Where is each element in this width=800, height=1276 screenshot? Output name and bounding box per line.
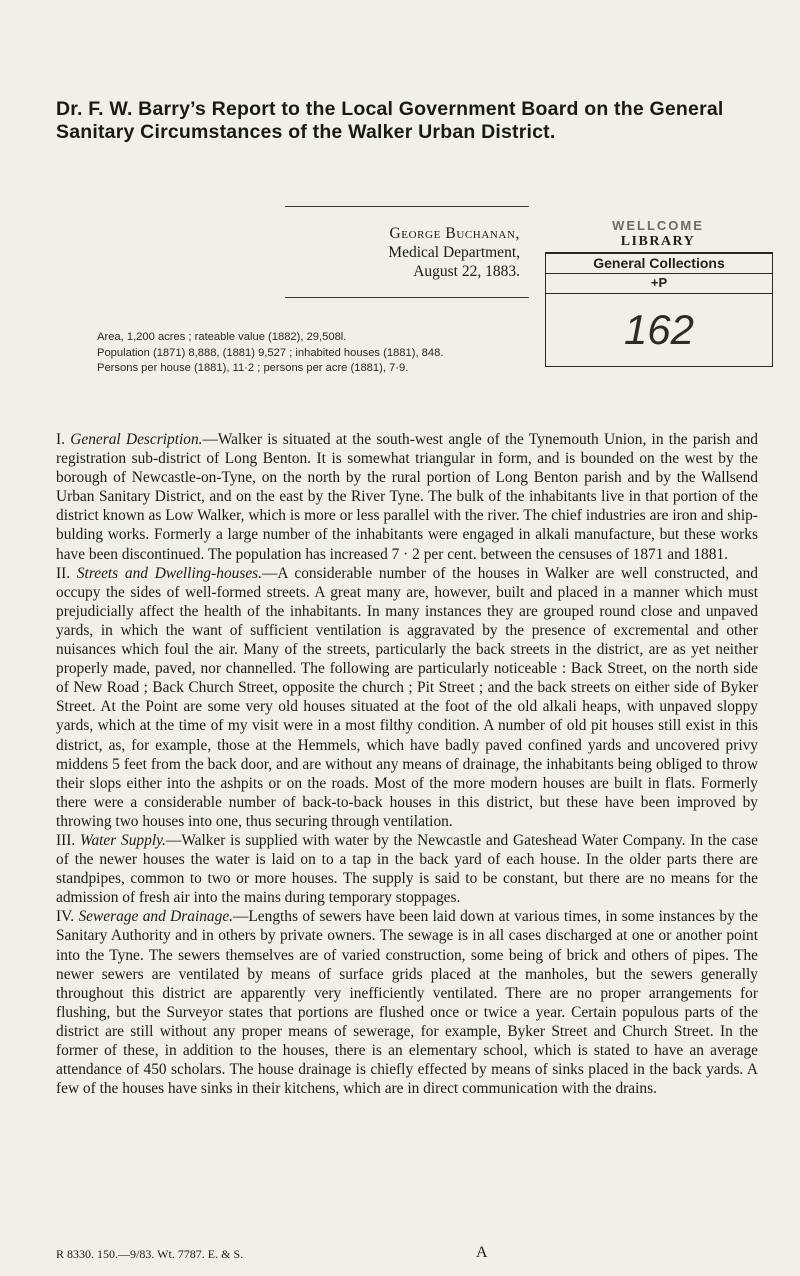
section-paragraph (56, 831, 758, 907)
section-number: IV. (56, 908, 75, 926)
stamp-divider-2 (546, 293, 772, 294)
stamp-number: 162 (623, 306, 695, 353)
divider-bottom (285, 297, 529, 298)
section-number: I. (56, 431, 65, 448)
section-heading: Water Supply. (80, 831, 166, 849)
divider-top (285, 206, 529, 207)
signature-block (300, 224, 520, 281)
section-text: —Walker is situated at the south-west angle of the Tynemouth Union, in the parish and registration sub-district of Long Benton. It is somewhat triangular in form, and is bounded on the west by the borough of Newcastle-on-Tyne, on the north by the rural portion of Long Benton parish and by the Wallsend Urban Sanitary District, and on the east by the River Tyne. The bulk of the inhabitants live in that portion of the district known as Low Walker, which is more or less parallel with the river. The chief industries are iron and ship-bulding works. Formerly a large number of the inhabitants were engaged in alkali manufacture, but these works have been discontinued. The population has increased 7 · 2 per cent. between the censuses of 1871 and 1881. (56, 431, 758, 563)
section-number: II. (56, 564, 71, 582)
report-body (56, 430, 758, 1098)
section-text: —Walker is supplied with water by the Newcastle and Gateshead Water Company. In the case of the newer houses the water is laid on to a tap in the back yard of each house. In the older parts there are standpipes, common to two or more houses. The supply is said to be constant, but there are no means for the admission of fresh air into the mains during temporary stoppages. (56, 831, 758, 907)
section-paragraph (56, 907, 758, 1098)
signature-date: August 22, 1883. (413, 263, 520, 280)
section-heading: Sewerage and Drainage. (78, 908, 233, 926)
section-paragraph (56, 430, 758, 564)
stamp-box (545, 252, 773, 367)
stamp-divider-1 (546, 273, 772, 274)
signatory-name: George Buchanan, (389, 225, 520, 242)
stats-line-persons: Persons per house (1881), 11·2 ; persons per acre (1881), 7·9. (97, 362, 409, 374)
section-paragraph (56, 564, 758, 831)
report-title: Dr. F. W. Barry’s Report to the Local Government Board on the General Sanitary Circumstances of the Walker Urban District. (56, 98, 724, 143)
stamp-library: LIBRARY (620, 234, 696, 249)
stamp-collection: General Collections (593, 255, 725, 271)
section-number: III. (56, 831, 76, 849)
section-heading: General Description. (70, 431, 203, 448)
library-stamp (540, 218, 776, 366)
stamp-welcome: WELLCOME (612, 218, 704, 233)
district-statistics (97, 330, 527, 377)
stats-line-population: Population (1871) 8,888, (1881) 9,527 ; inhabited houses (1881), 848. (97, 346, 444, 359)
signature-letter: A (476, 1244, 488, 1261)
section-text: —Lengths of sewers have been laid down at various times, in some instances by the Sanitary Authority and in others by private owners. The sewage is in all cases discharged at one or another point into the Tyne. The sewers themselves are of varied construction, some being of brick and others of pipes. The newer sewers are ventilated by means of surface grids placed at the manholes, but the sewers generally throughout this district are apparently very inefficiently ventilated. There are no proper arrangements for flushing, but the Surveyor states that portions are flushed once or twice a year. Certain populous parts of the district are still without any proper means of sewerage, for example, Byker Street and Church Street. In the former of these, in addition to the houses, there is an elementary school, which is stated to have an average attendance of 450 scholars. The house drainage is chiefly effected by means of sinks placed in the back yards. A few of the houses have sinks in their kitchens, which are in direct communication with the drains. (56, 908, 758, 1098)
printer-imprint: R 8330. 150.—9/83. Wt. 7787. E. & S. (56, 1247, 244, 1261)
signatory-department: Medical Department, (388, 244, 520, 261)
stats-line-area: Area, 1,200 acres ; rateable value (1882), 29,508l. (97, 331, 347, 343)
stamp-mark: +P (650, 275, 668, 290)
print-footer (56, 1244, 656, 1262)
section-text: —A considerable number of the houses in Walker are well constructed, and occupy the sides of well-formed streets. A great many are, however, built and placed in a manner which must prejudicially affect the health of the inhabitants. In many instances they are grouped round close and unpaved yards, in which the want of sufficient ventilation is aggravated by the presence of excremental and other nuisances which foul the air. Many of the streets, particularly the back streets in the district, are as yet neither properly made, paved, nor channelled. The following are particularly noticeable : Back Street, on the north side of New Road ; Back Church Street, opposite the church ; Pit Street ; and the back streets on either side of Byker Street. At the Point are some very old houses situated at the foot of the old alkali heaps, with unpaved sloppy yards, which at the time of my visit were in a most filthy condition. A number of old pit houses still exist in this district, as, for example, those at the Hemmels, which have badly paved confined yards and uncovered privy middens 5 feet from the back door, and are without any means of drainage, the inhabitants being obliged to throw their slops either into the ashpits or on the roads. Most of the more modern houses are built in flats. Formerly there were a considerable number of back-to-back houses in this district, but these have been improved by throwing two houses into one, thus securing through ventilation. (56, 564, 758, 830)
section-heading: Streets and Dwelling-houses. (76, 564, 262, 582)
